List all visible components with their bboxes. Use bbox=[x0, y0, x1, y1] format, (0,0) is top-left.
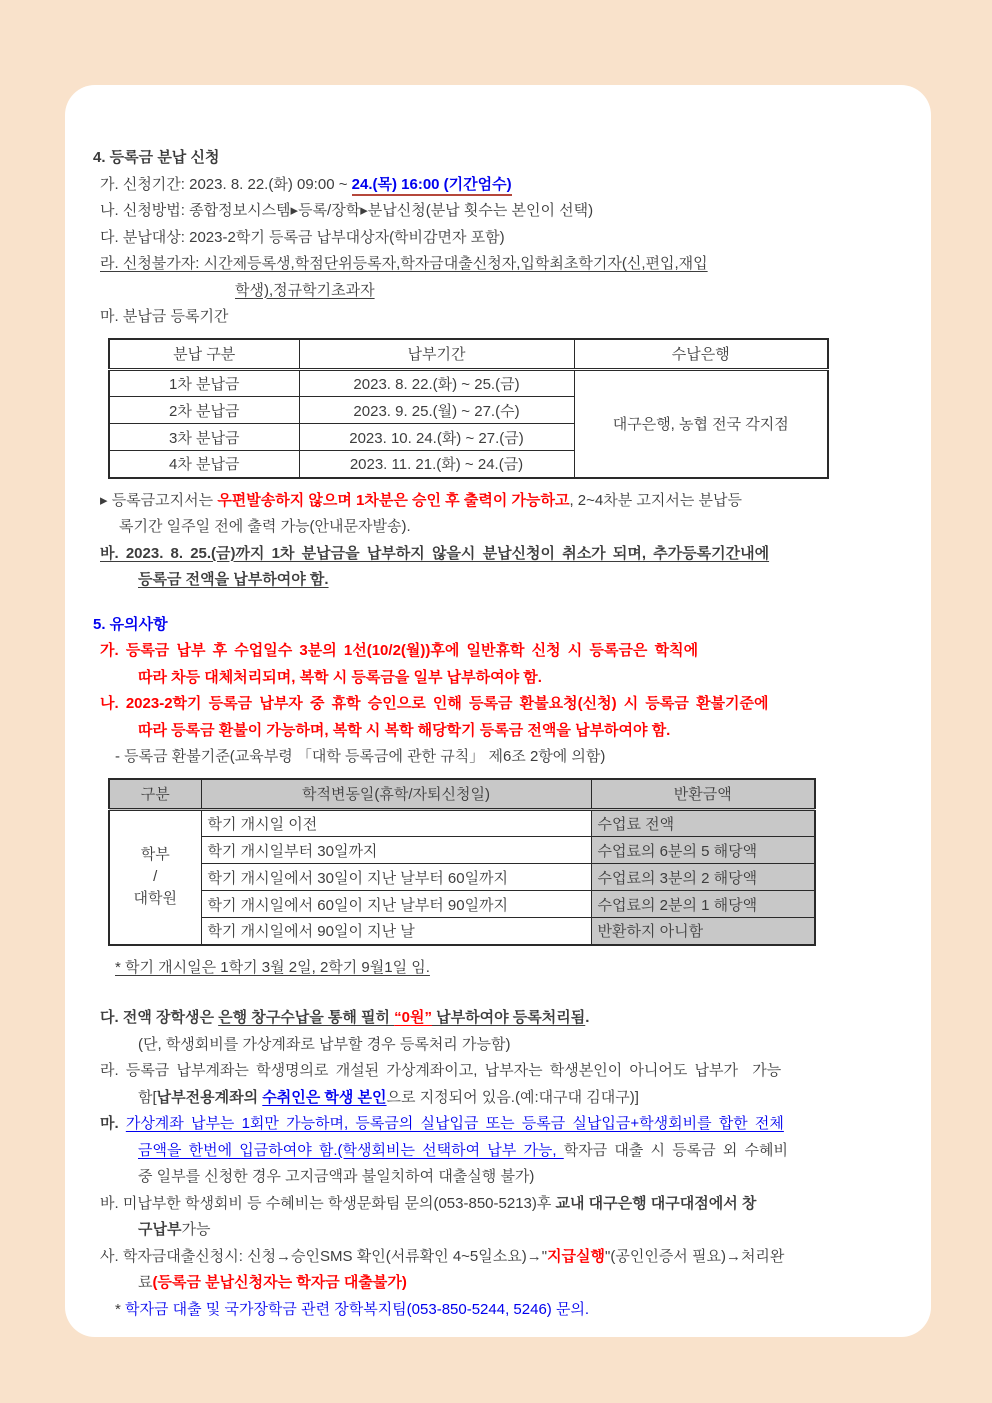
semester-start-note bbox=[93, 955, 903, 982]
unpaid-fee-line2 bbox=[93, 1217, 903, 1244]
postal-note-line1 bbox=[93, 488, 903, 515]
unpaid-fee-pre: 바. 미납부한 학생회비 등 수혜비는 학생문화팀 문의(053-850-5213)후 bbox=[100, 1194, 556, 1212]
ineligible-line2 bbox=[93, 278, 903, 305]
leave-policy-line2-text: 따라 차등 대체처리되며, 복학 시 등록금을 일부 납부하여야 함. bbox=[138, 668, 542, 686]
refund-cell: 수업료의 3분의 2 해당액 bbox=[591, 864, 815, 891]
payment-period-cell: 2023. 8. 22.(화) ~ 25.(금) bbox=[299, 370, 574, 397]
table-row bbox=[109, 370, 828, 397]
unpaid-fee-line1 bbox=[93, 1191, 903, 1218]
col-header-receiving-bank: 수납은행 bbox=[574, 339, 828, 370]
installment-label-cell: 1차 분납금 bbox=[109, 370, 299, 397]
account-info-line1: 라. 등록금 납부계좌는 학생명의로 개설된 가상계좌이고, 납부자는 학생본인이 아니어도 납부가 가능 bbox=[100, 1062, 782, 1079]
installment-schedule-table bbox=[108, 338, 829, 479]
footer-note-mark: * bbox=[115, 1300, 126, 1318]
virtual-account-line2-post: 학자금 대출 시 등록금 외 수혜비 bbox=[563, 1141, 788, 1159]
col-header-category: 구분 bbox=[109, 779, 201, 810]
bank-cell: 대구은행, 농협 전국 각지점 bbox=[574, 370, 828, 478]
col-header-installment-type: 분납 구분 bbox=[109, 339, 299, 370]
col-header-payment-period: 납부기간 bbox=[299, 339, 574, 370]
scholarship-contact-text: 학자금 대출 및 국가장학금 관련 장학복지팀(053-850-5244, 5246) 문의. bbox=[125, 1300, 590, 1318]
virtual-account-line2-blue: 금액을 한번에 입금하여야 함.(학생회비는 선택하여 납부 가능, bbox=[138, 1141, 564, 1159]
refund-policy-line2 bbox=[93, 718, 903, 745]
cancellation-warning-line2 bbox=[93, 567, 903, 594]
payee-highlight: 수취인은 학생 본인 bbox=[262, 1088, 387, 1106]
event-cell: 학기 개시일에서 60일이 지난 날부터 90일까지 bbox=[201, 891, 591, 918]
installment-period-label: 마. 분납금 등록기간 bbox=[100, 308, 229, 325]
notice-card bbox=[65, 85, 931, 1337]
table-header-row bbox=[109, 339, 828, 370]
scholarship-bold-pre: 전액 장학생은 bbox=[122, 1009, 219, 1026]
event-cell: 학기 개시일에서 30일이 지난 날부터 60일까지 bbox=[201, 864, 591, 891]
scholarship-tail: . bbox=[585, 1009, 590, 1026]
payment-period-cell: 2023. 10. 24.(화) ~ 27.(금) bbox=[299, 424, 574, 451]
unpaid-fee-post: 가능 bbox=[181, 1221, 211, 1238]
postal-note-red: 우편발송하지 않으며 1차분은 승인 후 출력이 가능하고 bbox=[217, 491, 570, 509]
virtual-account-line3: 중 일부를 신청한 경우 고지금액과 불일치하여 대출실행 불가) bbox=[138, 1168, 535, 1185]
refund-cell: 수업료 전액 bbox=[591, 810, 815, 837]
application-method-line: 나. 신청방법: 종합정보시스템▸등록/장학▸분납신청(분납 횟수는 본인이 선택) bbox=[100, 202, 594, 219]
loan-execution-highlight: 지급실행 bbox=[547, 1247, 606, 1265]
group-undergraduate: 학부 bbox=[140, 846, 170, 864]
table-row bbox=[109, 918, 815, 945]
leave-policy-line2 bbox=[93, 665, 903, 692]
deadline-highlight: 24.(목) 16:00 (기간엄수) bbox=[352, 176, 512, 196]
section4-heading: 4. 등록금 분납 신청 bbox=[93, 149, 220, 166]
semester-start-note-text: * 학기 개시일은 1학기 3월 2일, 2학기 9월1일 임. bbox=[115, 958, 430, 976]
virtual-account-label: 마. bbox=[100, 1115, 126, 1132]
installment-label-cell: 3차 분납금 bbox=[109, 424, 299, 451]
loan-procedure-pre: 사. 학자금대출신청시: 신청→승인SMS 확인(서류확인 4~5일소요)→" bbox=[100, 1247, 548, 1265]
table-row bbox=[109, 891, 815, 918]
section-gap bbox=[93, 594, 903, 612]
loan-procedure-line2-pre: 료 bbox=[138, 1274, 153, 1291]
virtual-account-line1-blue: 가상계좌 납부는 1회만 가능하며, 등록금의 실납입금 또는 등록금 실납입금+학생회비를 합한 전체 bbox=[125, 1115, 784, 1132]
scholarship-payment-line bbox=[93, 1005, 903, 1032]
refund-policy-line1: 나. 2023-2학기 등록금 납부자 중 휴학 승인으로 인해 등록금 환불요청(신청) 시 등록금 환불기준에 bbox=[100, 695, 769, 712]
scholarship-underline-pre: 은행 창구수납을 통해 필히 bbox=[218, 1009, 395, 1026]
section5-heading: 5. 유의사항 bbox=[93, 615, 168, 633]
installment-target-line: 다. 분납대상: 2023-2학기 등록금 납부대상자(학비감면자 포함) bbox=[100, 228, 505, 246]
ineligible-line2-text: 학생),정규학기초과자 bbox=[235, 281, 375, 299]
loan-procedure-post: "(공인인증서 필요)→처리완 bbox=[605, 1247, 785, 1265]
table-row bbox=[109, 864, 815, 891]
table-header-row bbox=[109, 779, 815, 810]
refund-basis-note: - 등록금 환불기준(교육부령 「대학 등록금에 관한 규칙」 제6조 2항에 의함) bbox=[115, 748, 606, 765]
virtual-account-line1 bbox=[93, 1111, 903, 1138]
account-info-line2 bbox=[93, 1085, 903, 1112]
bank-counter-bold: 교내 대구은행 대구대점에서 창 bbox=[555, 1194, 757, 1212]
refund-policy-line2-text: 따라 등록금 환불이 가능하며, 복학 시 복학 해당학기 등록금 전액을 납부하여야 함. bbox=[138, 721, 671, 739]
student-group-cell bbox=[109, 810, 201, 945]
loan-procedure-line2 bbox=[93, 1270, 903, 1297]
application-period-text: 가. 신청기간: 2023. 8. 22.(화) 09:00 ~ bbox=[100, 175, 352, 193]
refund-cell: 반환하지 아니함 bbox=[591, 918, 815, 945]
application-period-line bbox=[93, 172, 903, 199]
cancellation-warning-line2-text: 등록금 전액을 납부하여야 함. bbox=[138, 571, 329, 588]
payment-period-cell: 2023. 11. 21.(화) ~ 24.(금) bbox=[299, 451, 574, 478]
virtual-account-line2 bbox=[93, 1138, 903, 1165]
group-slash: / bbox=[153, 868, 158, 886]
table-row bbox=[109, 837, 815, 864]
event-cell: 학기 개시일부터 30일까지 bbox=[201, 837, 591, 864]
refund-cell: 수업료의 6분의 5 해당액 bbox=[591, 837, 815, 864]
account-info-line2-pre: 함[ bbox=[138, 1088, 157, 1106]
loan-procedure-line1 bbox=[93, 1244, 903, 1271]
scholarship-sub-note: (단, 학생회비를 가상계좌로 납부할 경우 등록처리 가능함) bbox=[138, 1035, 511, 1053]
scholarship-contact-note bbox=[93, 1297, 903, 1324]
postal-note-pre: 등록금고지서는 bbox=[111, 491, 218, 509]
event-cell: 학기 개시일 이전 bbox=[201, 810, 591, 837]
scholarship-label: 다. bbox=[100, 1009, 123, 1026]
col-header-change-date: 학적변동일(휴학/자퇴신청일) bbox=[201, 779, 591, 810]
table-row bbox=[109, 810, 815, 837]
refund-standard-table bbox=[108, 778, 816, 946]
installment-label-cell: 2차 분납금 bbox=[109, 397, 299, 424]
event-cell: 학기 개시일에서 90일이 지난 날 bbox=[201, 918, 591, 945]
bank-counter-bold2: 구납부 bbox=[138, 1221, 182, 1238]
zero-won-highlight: “0원” bbox=[394, 1009, 433, 1026]
ineligible-line1: 라. 신청불가자: 시간제등록생,학점단위등록자,학자금대출신청자,입학최초학기자(신,편입,재입 bbox=[100, 255, 708, 272]
scholarship-underline-post: 납부하여야 등록처리됨 bbox=[432, 1009, 586, 1026]
installment-label-cell: 4차 분납금 bbox=[109, 451, 299, 478]
col-header-refund-amount: 반환금액 bbox=[591, 779, 815, 810]
refund-cell: 수업료의 2분의 1 해당액 bbox=[591, 891, 815, 918]
bullet-triangle-icon: ▸ bbox=[100, 491, 108, 509]
payment-period-cell: 2023. 9. 25.(월) ~ 27.(수) bbox=[299, 397, 574, 424]
group-graduate: 대학원 bbox=[133, 890, 177, 908]
cancellation-warning-line1: 바. 2023. 8. 25.(금)까지 1차 분납금을 납부하지 않을시 분납신청이 취소가 되며, 추가등록기간내에 bbox=[100, 544, 770, 562]
postal-note-post: , 2~4차분 고지서는 분납등 bbox=[569, 491, 742, 509]
loan-restriction-red: (등록금 분납신청자는 학자금 대출불가) bbox=[152, 1274, 407, 1291]
account-info-line2-bold: 납부전용계좌의 bbox=[156, 1088, 263, 1106]
leave-policy-line1: 가. 등록금 납부 후 수업일수 3분의 1선(10/2(월))후에 일반휴학 신청 시 등록금은 학칙에 bbox=[100, 642, 699, 659]
postal-note-line2: 록기간 일주일 전에 출력 가능(안내문자발송). bbox=[119, 518, 411, 535]
account-info-line2-post: 으로 지정되어 있음.(예:대구대 김대구)] bbox=[386, 1088, 639, 1106]
paragraph-gap bbox=[93, 981, 903, 1005]
